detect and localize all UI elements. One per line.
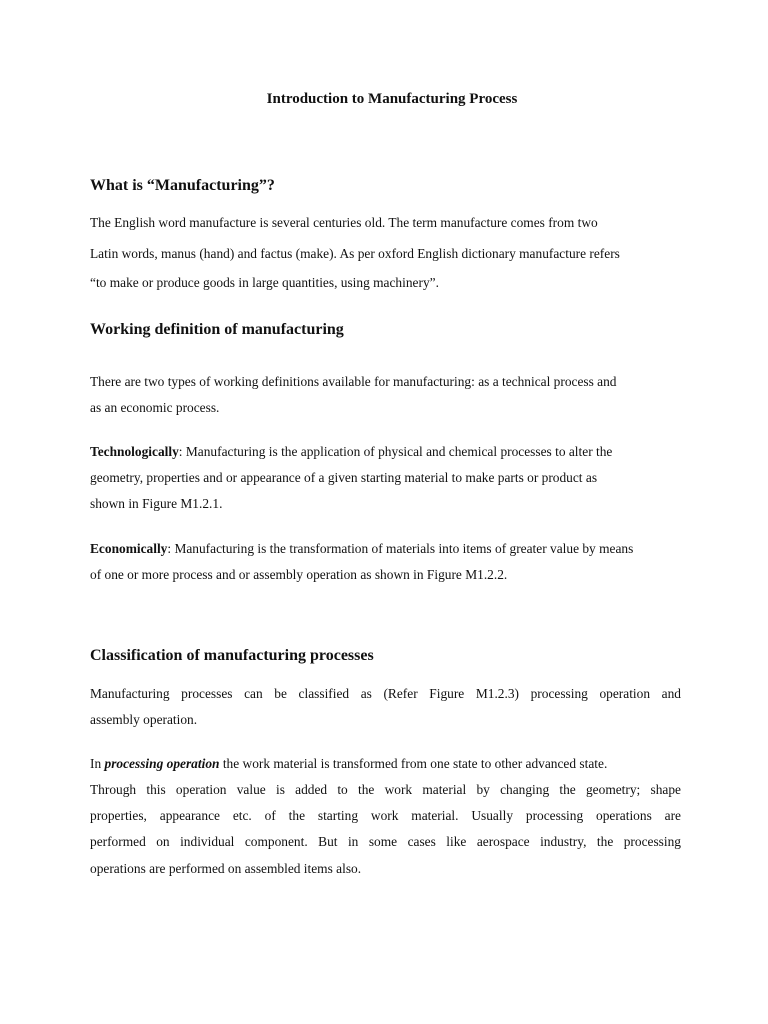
paragraph-line: There are two types of working definitions available for manufacturing: as a technical process and bbox=[90, 374, 617, 389]
term-technologically: Technologically bbox=[90, 444, 179, 459]
heading-what-is-manufacturing: What is “Manufacturing”? bbox=[90, 177, 275, 194]
term-economically: Economically bbox=[90, 541, 168, 556]
heading-working-definition: Working definition of manufacturing bbox=[90, 321, 344, 338]
paragraph-text: the work material is transformed from one state to other advanced state. bbox=[219, 756, 608, 771]
heading-classification: Classification of manufacturing processes bbox=[90, 647, 374, 664]
paragraph-line: shown in Figure M1.2.1. bbox=[90, 496, 223, 511]
paragraph-line: of one or more process and or assembly operation as shown in Figure M1.2.2. bbox=[90, 567, 508, 582]
paragraph-line: Through this operation value is added to the work material by changing the geometry; shape bbox=[90, 782, 681, 797]
document-title: Introduction to Manufacturing Process bbox=[266, 91, 518, 107]
economic-definition-line bbox=[90, 540, 681, 558]
technological-definition-line bbox=[90, 443, 681, 461]
paragraph-line: Latin words, manus (hand) and factus (make). As per oxford English dictionary manufacture refers bbox=[90, 246, 620, 261]
term-processing-operation: processing operation bbox=[104, 756, 220, 771]
paragraph-text: In bbox=[90, 756, 105, 771]
paragraph-line: properties, appearance etc. of the starting work material. Usually processing operations are bbox=[90, 808, 681, 823]
paragraph-text: : Manufacturing is the transformation of materials into items of greater value by means bbox=[167, 541, 634, 556]
paragraph-line: operations are performed on assembled items also. bbox=[90, 861, 362, 876]
paragraph-line: The English word manufacture is several centuries old. The term manufacture comes from two bbox=[90, 215, 598, 230]
paragraph-line: geometry, properties and or appearance of a given starting material to make parts or product as bbox=[90, 470, 598, 485]
paragraph-line: Manufacturing processes can be classified as (Refer Figure M1.2.3) processing operation and bbox=[90, 686, 681, 701]
paragraph-line: assembly operation. bbox=[90, 712, 198, 727]
paragraph-line: “to make or produce goods in large quantities, using machinery”. bbox=[90, 275, 439, 290]
paragraph-text: : Manufacturing is the application of physical and chemical processes to alter the bbox=[178, 444, 613, 459]
paragraph-line: performed on individual component. But in some cases like aerospace industry, the processing bbox=[90, 834, 681, 849]
paragraph-line: as an economic process. bbox=[90, 400, 220, 415]
processing-operation-line bbox=[90, 755, 681, 773]
